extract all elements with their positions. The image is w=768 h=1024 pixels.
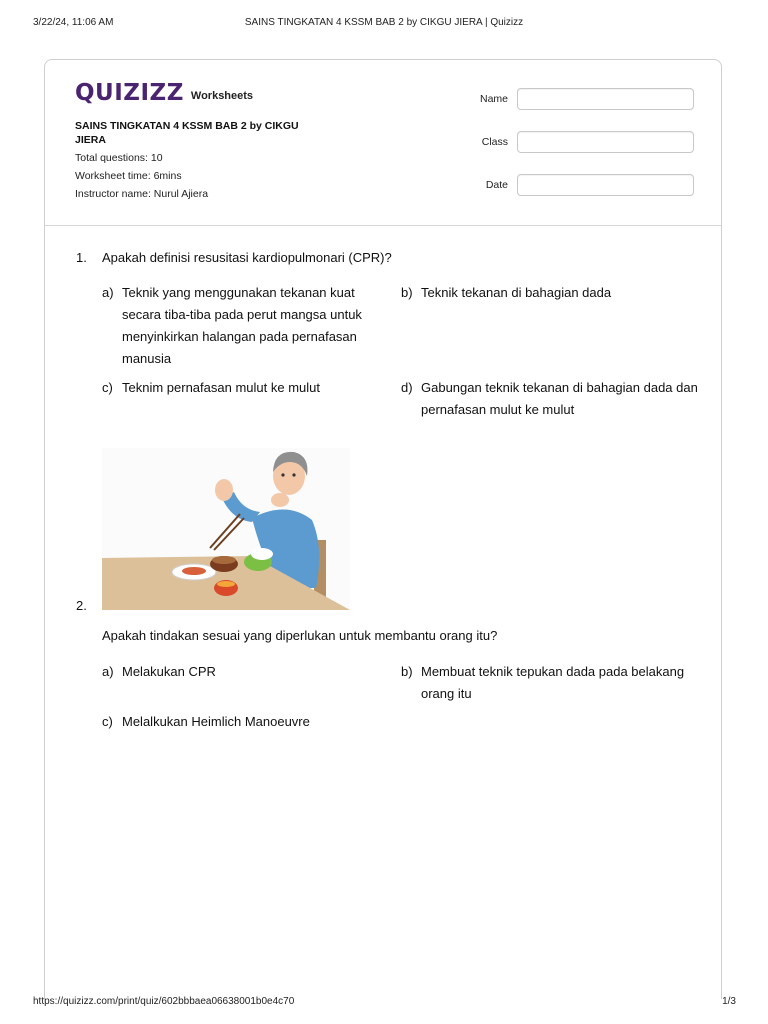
choking-man-illustration (102, 448, 350, 610)
name-label: Name (479, 93, 508, 105)
question-1-option-d (401, 377, 701, 421)
worksheet-title: SAINS TINGKATAN 4 KSSM BAB 2 by CIKGU JIERA (75, 120, 299, 146)
question-2-option-b (401, 661, 701, 705)
question-2-number: 2. (76, 598, 87, 613)
worksheet-sheet (44, 59, 722, 999)
question-1-option-b (401, 282, 701, 304)
total-questions: Total questions: 10 (75, 152, 163, 164)
option-text: Teknik yang menggunakan tekanan kuat secara tiba-tiba pada perut mangsa untuk menyinkirkan halangan pada pernafasan manusia (122, 285, 362, 366)
option-letter: b) (401, 664, 413, 679)
question-1-option-c (102, 377, 374, 399)
print-footer (0, 996, 768, 1010)
class-field[interactable] (517, 131, 694, 153)
class-label: Class (481, 136, 508, 148)
question-1-option-a (102, 282, 374, 370)
date-field[interactable] (517, 174, 694, 196)
question-2-option-c (102, 711, 374, 733)
option-text: Melakukan CPR (122, 664, 216, 679)
question-1-text: Apakah definisi resusitasi kardiopulmonari (CPR)? (102, 250, 392, 265)
worksheet-header (45, 60, 721, 226)
option-letter: b) (401, 285, 413, 300)
logo-brand: QUIZIZZ (75, 80, 184, 106)
print-header (0, 17, 768, 31)
print-timestamp: 3/22/24, 11:06 AM (33, 17, 114, 28)
print-title: SAINS TINGKATAN 4 KSSM BAB 2 by CIKGU JIERA | Quizizz (244, 17, 524, 28)
option-letter: a) (102, 664, 114, 679)
option-letter: c) (102, 714, 113, 729)
option-text: Teknik tekanan di bahagian dada (421, 285, 612, 300)
date-label: Date (485, 179, 508, 191)
name-field[interactable] (517, 88, 694, 110)
print-url: https://quizizz.com/print/quiz/602bbbaea06638001b0e4c70 (33, 996, 295, 1007)
question-1-number: 1. (76, 250, 87, 265)
option-text: Teknim pernafasan mulut ke mulut (122, 380, 320, 395)
option-letter: a) (102, 285, 114, 300)
question-2-text: Apakah tindakan sesuai yang diperlukan untuk membantu orang itu? (102, 628, 498, 643)
page-number: 1/3 (722, 996, 736, 1007)
option-text: Melalkukan Heimlich Manoeuvre (122, 714, 310, 729)
option-letter: c) (102, 380, 113, 395)
option-text: Gabungan teknik tekanan di bahagian dada dan pernafasan mulut ke mulut (421, 380, 698, 417)
question-2-option-a (102, 661, 374, 683)
quizizz-logo (75, 80, 253, 106)
option-letter: d) (401, 380, 413, 395)
instructor-name: Instructor name: Nurul Ajiera (75, 188, 209, 200)
logo-subtitle: Worksheets (190, 90, 254, 102)
option-text: Membuat teknik tepukan dada pada belakang orang itu (421, 664, 685, 701)
worksheet-time: Worksheet time: 6mins (75, 170, 182, 182)
